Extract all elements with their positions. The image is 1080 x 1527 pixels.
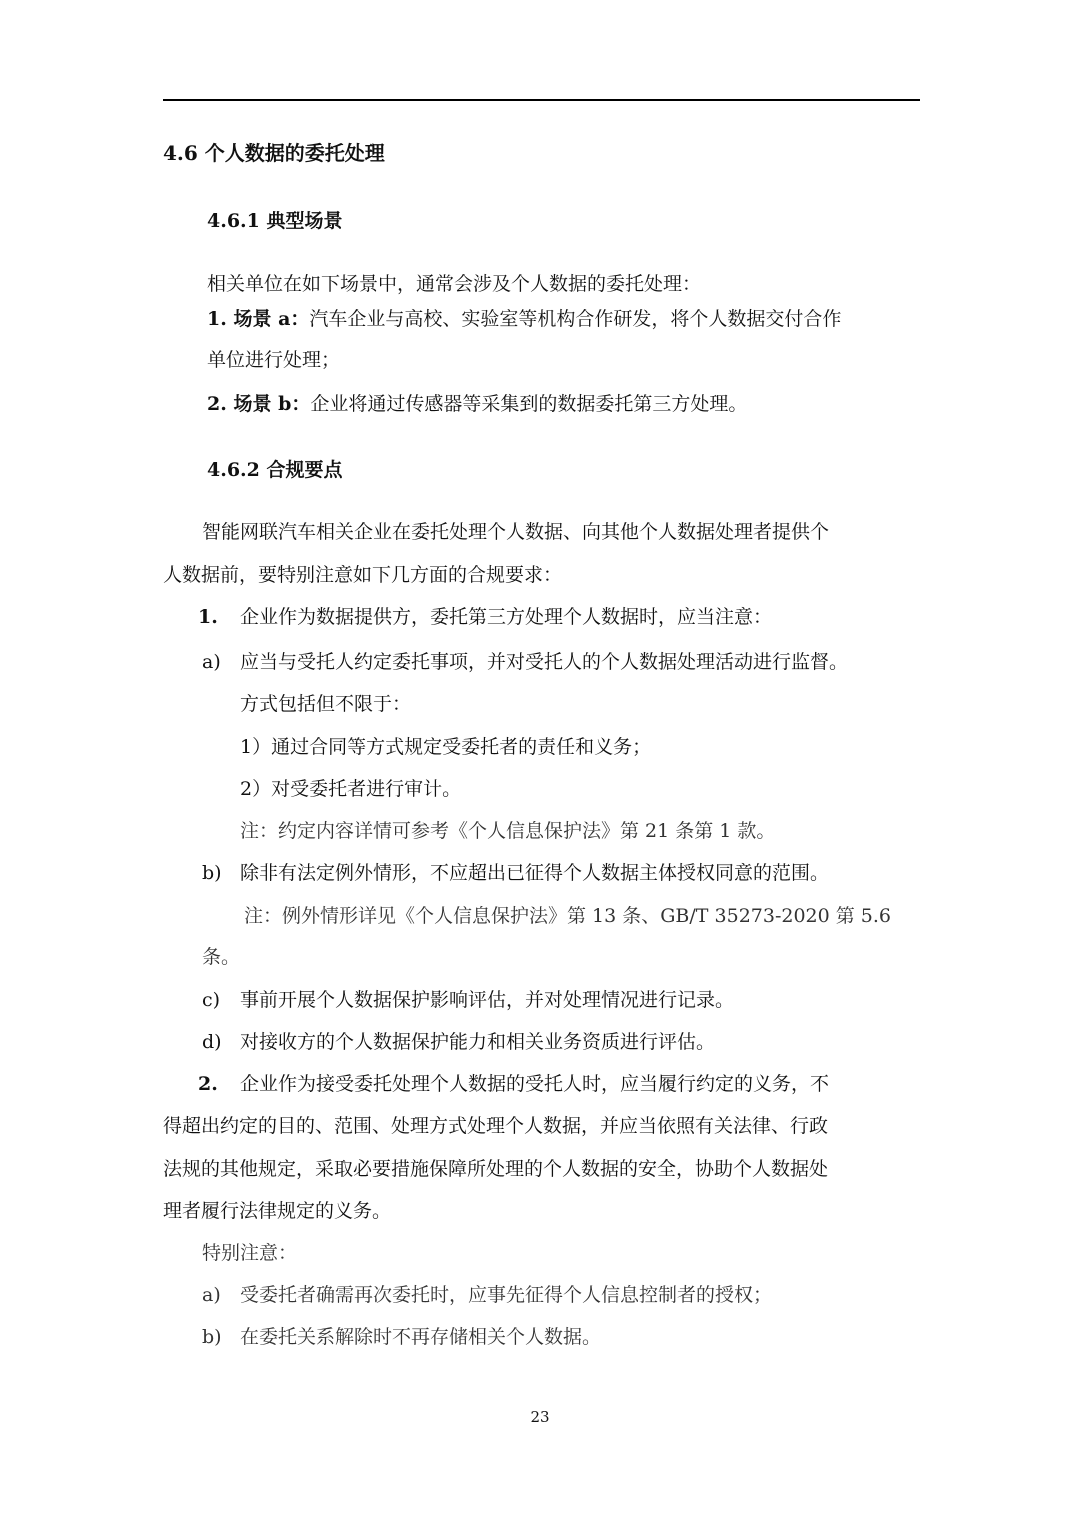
item-1d xyxy=(202,1028,715,1056)
item-1a-sub-1: 1）通过合同等方式规定受委托者的责任和义务； xyxy=(240,736,652,758)
compliance-intro-line-2: 人数据前，要特别注意如下几方面的合规要求： xyxy=(163,564,563,586)
item-1c-label: c) xyxy=(202,989,221,1011)
scenario-a xyxy=(207,305,841,333)
item-1-number: 1. xyxy=(198,606,218,628)
item-2-line-3: 法规的其他规定，采取必要措施保障所处理的个人数据的安全，协助个人数据处 xyxy=(163,1158,829,1180)
special-note-title: 特别注意： xyxy=(202,1242,298,1264)
item-1b xyxy=(202,859,829,887)
item-1c xyxy=(202,986,734,1014)
item-1a xyxy=(202,648,848,676)
item-2-line-2: 得超出约定的目的、范围、处理方式处理个人数据，并应当依照有关法律、行政 xyxy=(163,1115,829,1137)
scenario-b-text: 企业将通过传感器等采集到的数据委托第三方处理。 xyxy=(310,393,748,415)
special-note-a xyxy=(202,1281,772,1309)
item-1c-text: 事前开展个人数据保护影响评估，并对处理情况进行记录。 xyxy=(240,989,735,1011)
scenario-b xyxy=(207,390,747,418)
item-1d-label: d) xyxy=(202,1031,222,1053)
item-2-line-1 xyxy=(198,1070,829,1098)
special-note-a-label: a) xyxy=(202,1284,221,1306)
item-1a-label: a) xyxy=(202,651,221,673)
item-2-number: 2. xyxy=(198,1073,218,1095)
item-1 xyxy=(198,603,772,631)
scenario-b-label: 2. 场景 b： xyxy=(207,393,311,415)
subsection-number: 4.6.1 xyxy=(207,210,260,232)
item-1a-sub-2: 2）对受委托者进行审计。 xyxy=(240,778,462,800)
page-number: 23 xyxy=(530,1408,550,1426)
item-1-text: 企业作为数据提供方，委托第三方处理个人数据时，应当注意： xyxy=(240,606,773,628)
item-2-text: 企业作为接受委托处理个人数据的受托人时，应当履行约定的义务，不 xyxy=(240,1073,830,1095)
special-note-b xyxy=(202,1323,601,1351)
item-1a-note: 注：约定内容详情可参考《个人信息保护法》第 21 条第 1 款。 xyxy=(240,820,776,842)
special-note-b-label: b) xyxy=(202,1326,222,1348)
special-note-a-text: 受委托者确需再次委托时，应事先征得个人信息控制者的授权； xyxy=(240,1284,773,1306)
section-number: 4.6 xyxy=(163,141,198,165)
scenario-a-label: 1. 场景 a： xyxy=(207,308,310,330)
scenario-a-text: 汽车企业与高校、实验室等机构合作研发，将个人数据交付合作 xyxy=(309,308,842,330)
scenario-a-continued: 单位进行处理； xyxy=(207,349,341,371)
item-1b-note-line-2: 条。 xyxy=(202,946,241,968)
item-1b-text: 除非有法定例外情形，不应超出已征得个人数据主体授权同意的范围。 xyxy=(240,862,830,884)
item-1a-text: 应当与受托人约定委托事项，并对受托人的个人数据处理活动进行监督。 xyxy=(240,651,849,673)
item-1b-note-line-1: 注：例外情形详见《个人信息保护法》第 13 条、GB/T 35273-2020 第 5.6 xyxy=(244,905,892,927)
item-1b-label: b) xyxy=(202,862,222,884)
subsection-heading-compliance xyxy=(207,456,343,484)
item-1d-text: 对接收方的个人数据保护能力和相关业务资质进行评估。 xyxy=(240,1031,716,1053)
header-rule xyxy=(163,99,920,101)
subsection-heading-typical xyxy=(207,207,343,235)
section-title: 个人数据的委托处理 xyxy=(204,141,385,165)
item-2-line-4: 理者履行法律规定的义务。 xyxy=(163,1200,392,1222)
scenario-intro: 相关单位在如下场景中，通常会涉及个人数据的委托处理： xyxy=(207,273,702,295)
section-heading xyxy=(163,139,385,167)
subsection-number: 4.6.2 xyxy=(207,459,260,481)
item-1a-continued: 方式包括但不限于： xyxy=(240,693,412,715)
subsection-title: 典型场景 xyxy=(266,210,343,232)
compliance-intro-line-1: 智能网联汽车相关企业在委托处理个人数据、向其他个人数据处理者提供个 xyxy=(202,521,830,543)
subsection-title: 合规要点 xyxy=(266,459,343,481)
special-note-b-text: 在委托关系解除时不再存储相关个人数据。 xyxy=(240,1326,602,1348)
